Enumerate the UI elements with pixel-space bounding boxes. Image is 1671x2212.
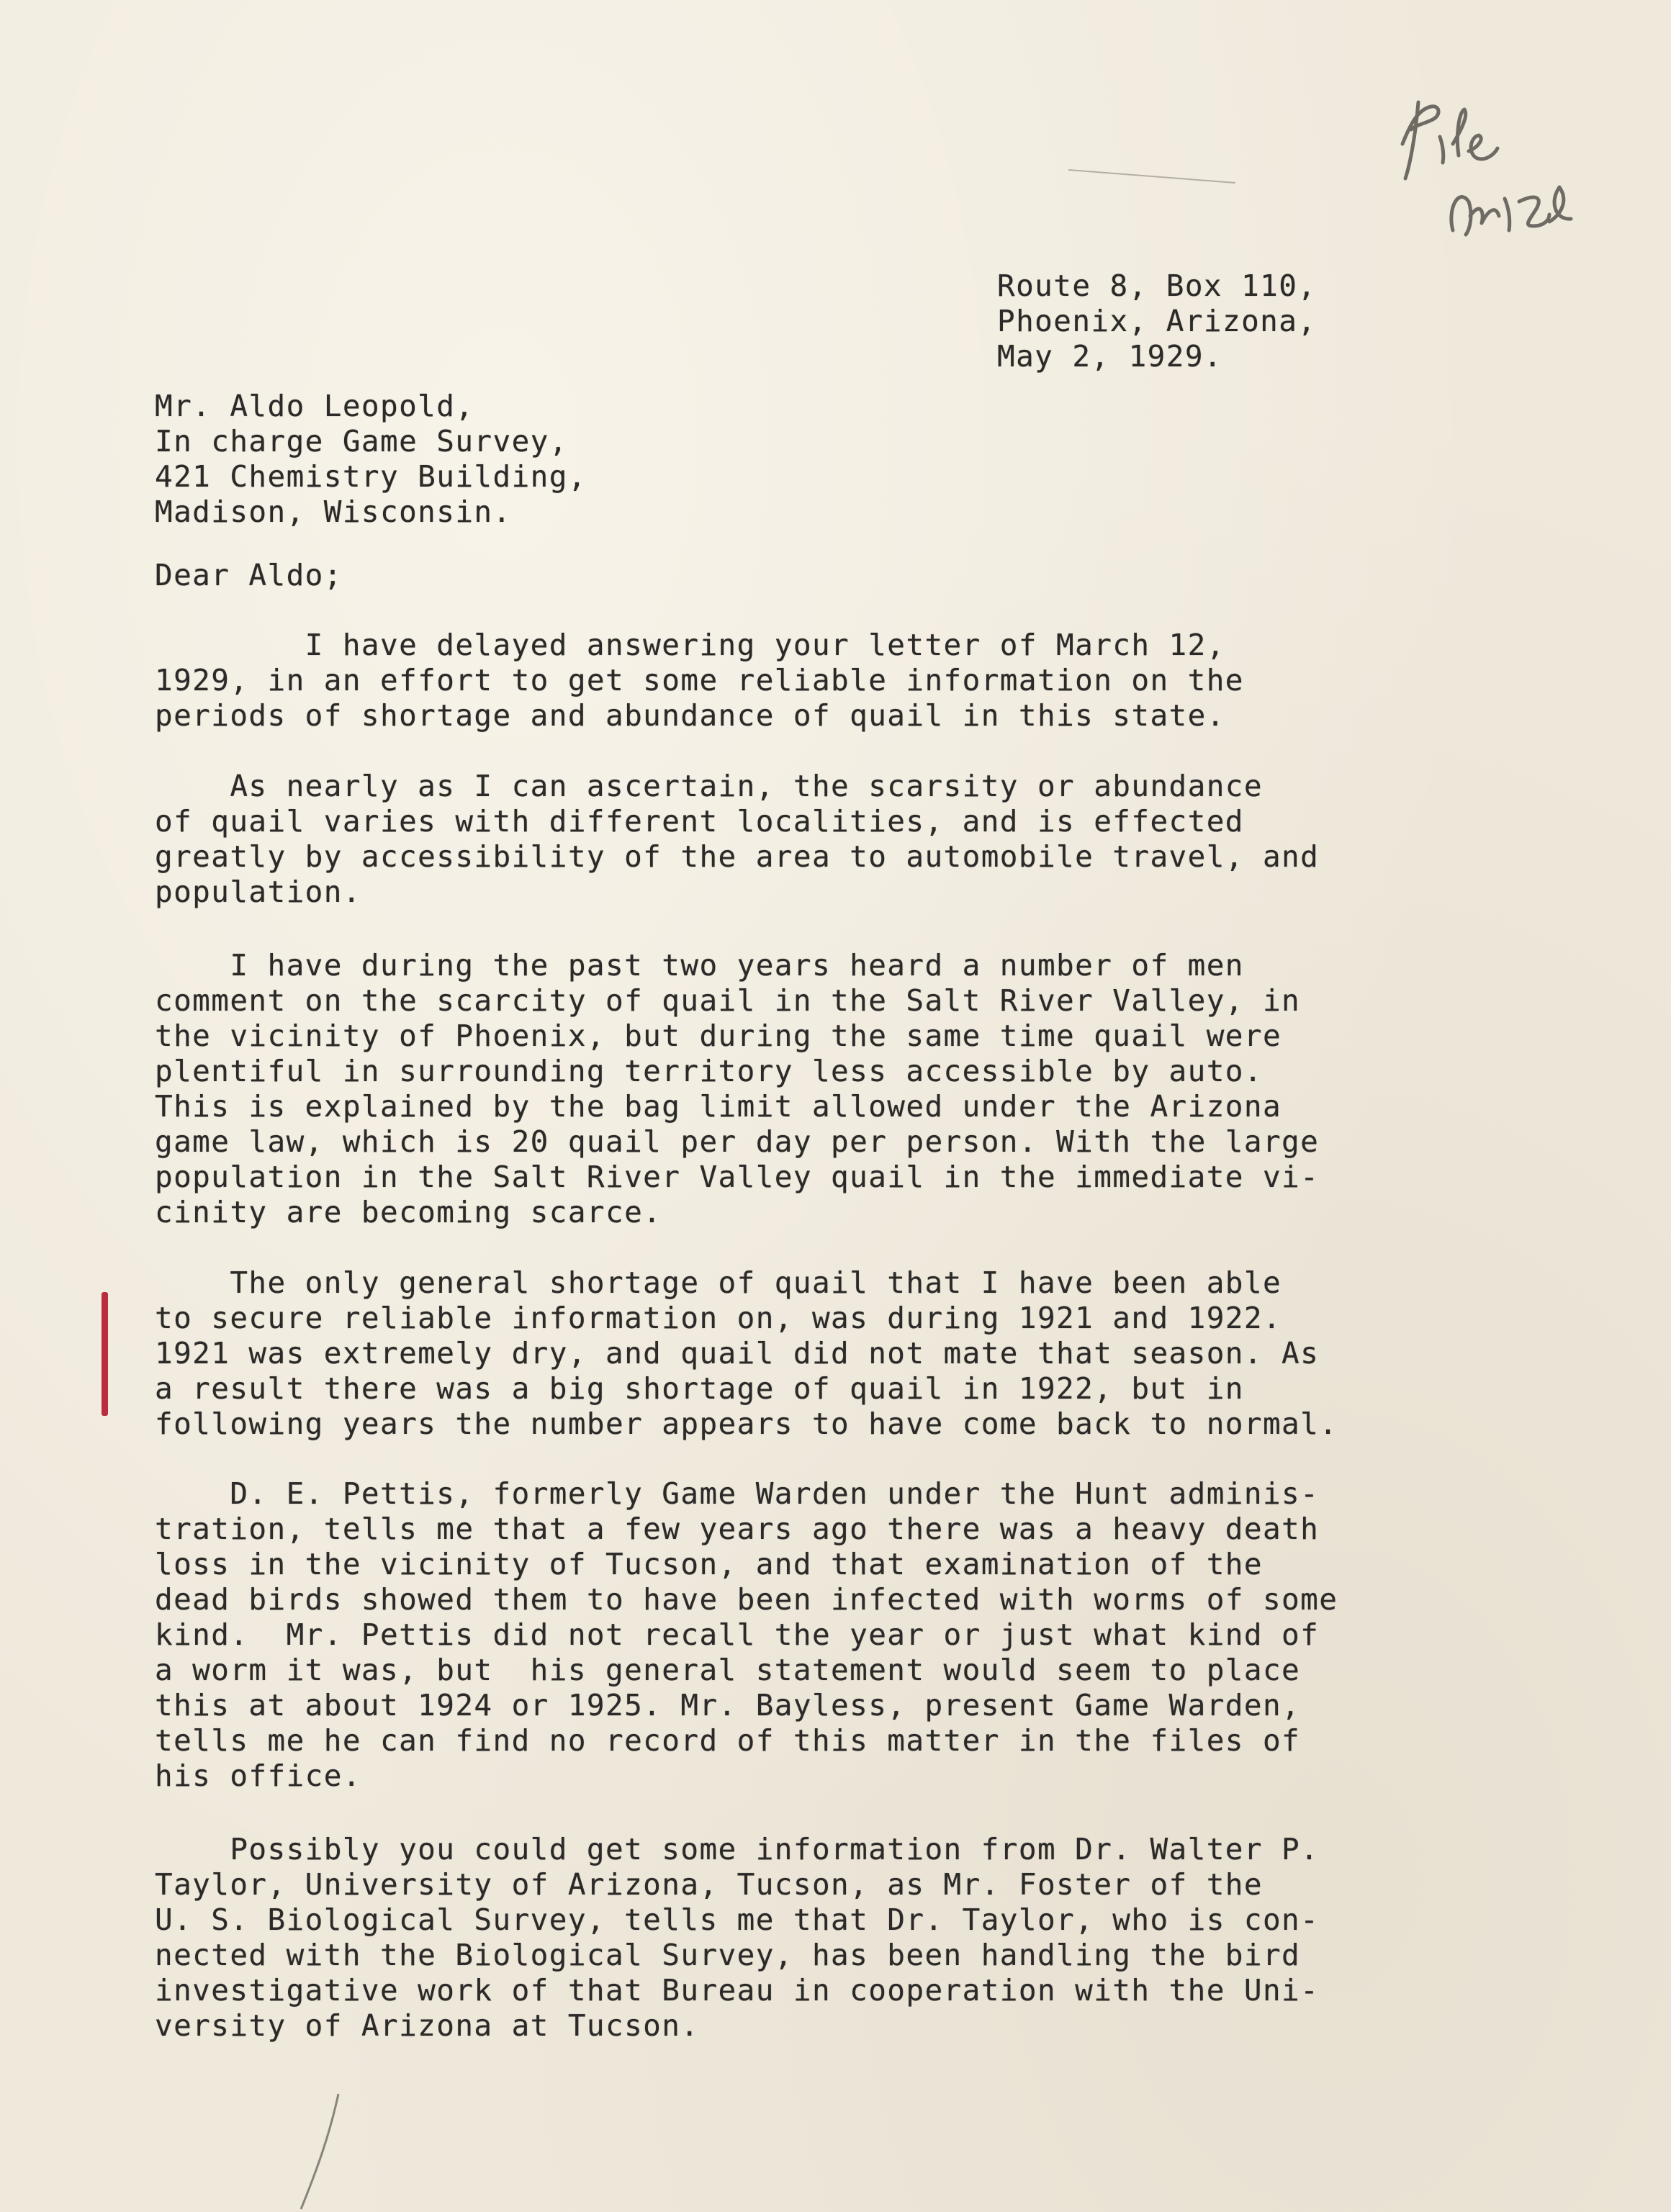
paragraph-3: I have during the past two years heard a number of men comment on the scarcity of quail in the Salt River Valley, in the vicinity of Phoenix, but during the same time quail were plentiful in surrounding territory less accessible by auto. This is explained by the bag limit allowed under the Arizona game law, which is 20 quail per day per person. With the large population in the Salt River Valley quail in the immediate vi- cinity are becoming scarce. — [155, 948, 1320, 1229]
paragraph-1: I have delayed answering your letter of March 12, 1929, in an effort to get some reliable information on the periods of shortage and abundance of quail in this state. — [155, 628, 1244, 733]
pencil-file-note — [1390, 94, 1605, 252]
paragraph-6: Possibly you could get some information from Dr. Walter P. Taylor, University of Arizona, Tucson, as Mr. Foster of the U. S. Biological Survey, tells me that Dr. Taylor, who is con- nected with the Biological Survey, has been handling the bird investigative work of that Bureau in cooperation with the Uni- versity of Arizona at Tucson. — [155, 1832, 1320, 2043]
paragraph-4: The only general shortage of quail that I have been able to secure reliable information on, was during 1921 and 1922. 1921 was extremely dry, and quail did not mate that season. As a result there was a big shortage of quail in 1922, but in following years the number appears to have come back to normal. — [155, 1265, 1338, 1441]
salutation: Dear Aldo; — [155, 558, 343, 592]
sender-address: Route 8, Box 110, Phoenix, Arizona, May 2, 1929. — [997, 268, 1317, 374]
pencil-stray-mark — [1066, 164, 1238, 186]
recipient-address: Mr. Aldo Leopold, In charge Game Survey, 421 Chemistry Building, Madison, Wisconsin. — [155, 389, 587, 529]
red-margin-mark — [102, 1292, 108, 1416]
paragraph-5: D. E. Pettis, formerly Game Warden under the Hunt adminis- tration, tells me that a few years ago there was a heavy death loss in the vicinity of Tucson, and that examination of the dead birds showed them to have been infected with worms of some kind. Mr. Pettis did not recall the year or just what kind of a worm it was, but his general statement would seem to place this at about 1924 or 1925. Mr. Bayless, present Game Warden, tells me he can find no record of this matter in the files of his office. — [155, 1476, 1338, 1793]
pencil-stray-mark-bottom — [295, 2091, 346, 2212]
paragraph-2: As nearly as I can ascertain, the scarsity or abundance of quail varies with different localities, and is effected greatly by accessibility of the area to automobile travel, and population. — [155, 769, 1320, 909]
